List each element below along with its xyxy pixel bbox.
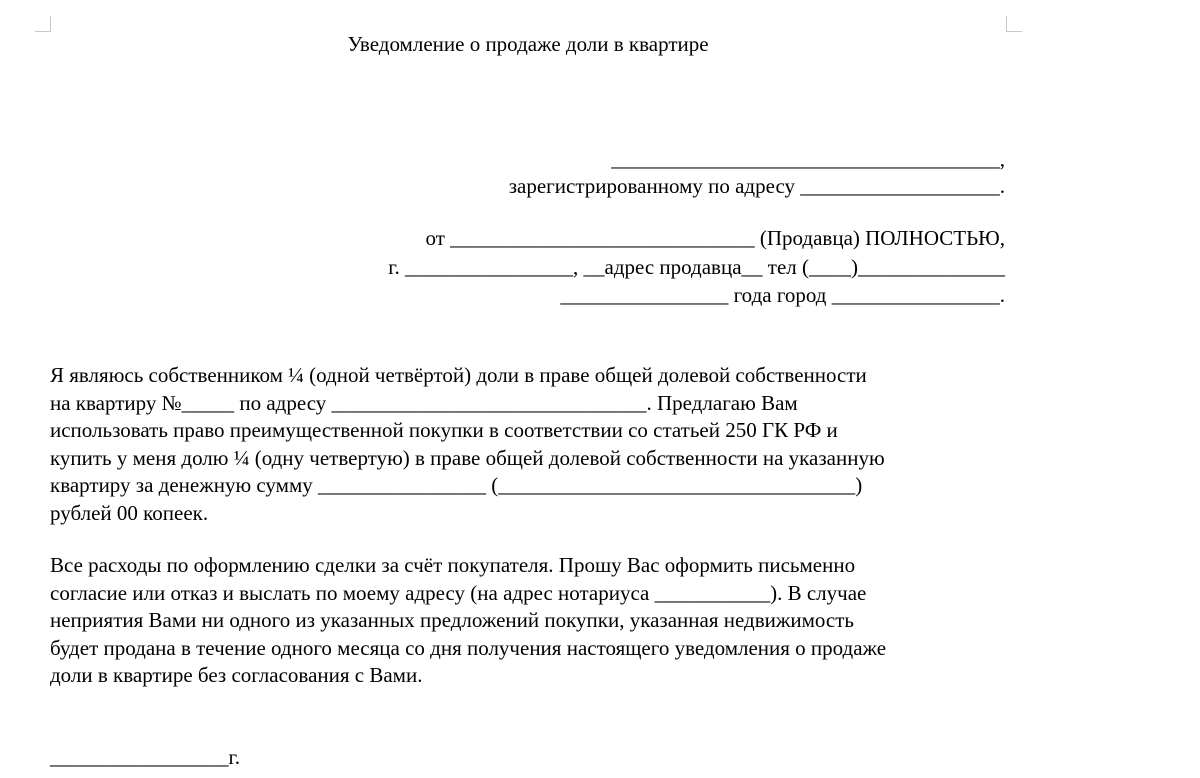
conditions-line: неприятия Вами ни одного из указанных предложений покупки, указанная недвижимость — [50, 608, 854, 632]
seller-contact-line: г. ________________, __адрес продавца__ тел (____)______________ — [388, 255, 1005, 279]
addressee-address-line: зарегистрированному по адресу ___________________. — [508, 174, 1005, 198]
offer-line: купить у меня долю ¼ (одну четвертую) в праве общей долевой собственности на указанную — [50, 445, 885, 470]
offer-line: квартиру за денежную сумму ________________ (__________________________________) — [50, 473, 863, 497]
seller-name-line: от _____________________________ (Продавца) ПОЛНОСТЬЮ, — [425, 226, 1005, 250]
conditions-line: Все расходы по оформлению сделки за счёт покупателя. Прошу Вас оформить письменно — [50, 553, 856, 577]
conditions-line: доли в квартире без согласования с Вами. — [50, 663, 423, 687]
page-corner-mark-left — [35, 16, 51, 32]
conditions-line: согласие или отказ и выслать по моему адресу (на адрес нотариуса ___________). В случае — [50, 580, 867, 605]
document-title: Уведомление о продаже доли в квартире — [347, 32, 709, 56]
conditions-line: будет продана в течение одного месяца со дня получения настоящего уведомления о продаже — [50, 635, 887, 660]
signature-date-line: _________________г. — [50, 745, 240, 769]
offer-paragraph — [50, 362, 1040, 527]
date-city-line: ________________ года город ________________. — [560, 283, 1005, 307]
offer-line: рублей 00 копеек. — [50, 500, 209, 525]
conditions-paragraph — [50, 552, 1040, 690]
offer-line: использовать право преимущественной покупки в соответствии со статьей 250 ГК РФ и — [50, 418, 838, 442]
offer-line: Я являюсь собственником ¼ (одной четвёртой) доли в праве общей долевой собственности — [50, 363, 867, 387]
offer-line: на квартиру №_____ по адресу ______________________________. Предлагаю Вам — [50, 390, 798, 415]
addressee-line: _____________________________________, — [611, 147, 1005, 171]
page-corner-mark-right — [1006, 16, 1022, 32]
